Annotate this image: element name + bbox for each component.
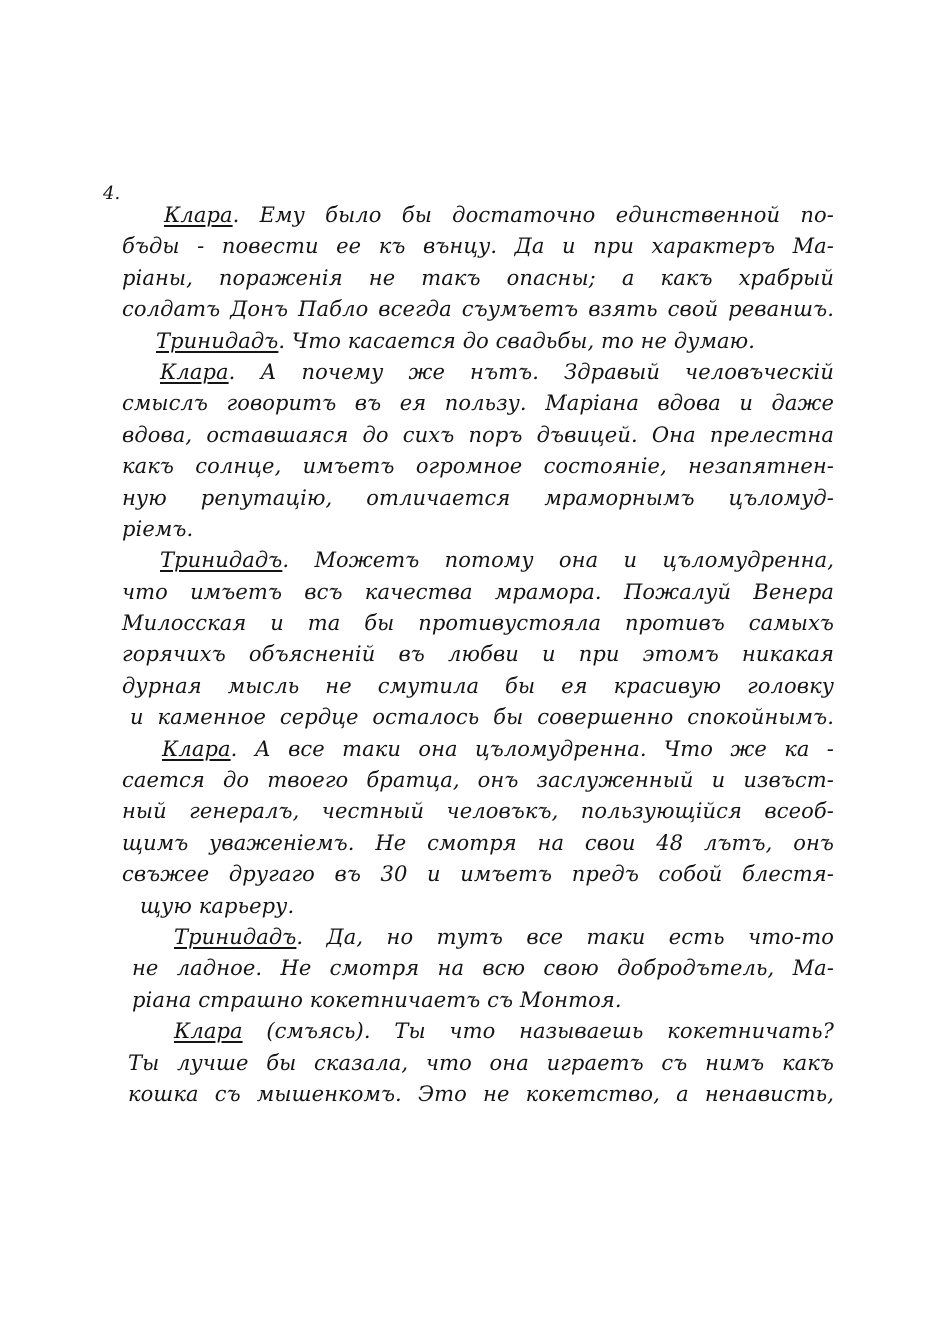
- line-text: дурная мысль не смутила бы ея красивую головку: [122, 673, 834, 698]
- manuscript-line: [122, 357, 834, 388]
- line-text: не ладное. Не смотря на всю свою добродътель, Ма-: [132, 956, 834, 981]
- manuscript-text: [122, 200, 834, 1110]
- manuscript-line: [122, 388, 834, 419]
- line-text: кошка съ мышенкомъ. Это не кокетство, а ненависть,: [128, 1081, 834, 1106]
- line-text: щую карьеру.: [140, 893, 295, 918]
- line-text: . Что касается до свадьбы, то не думаю.: [278, 328, 756, 353]
- manuscript-line: [122, 1079, 834, 1110]
- line-text: ріемъ.: [122, 516, 194, 541]
- manuscript-line: [122, 514, 834, 545]
- line-text: какъ солнце, имъетъ огромное состояніе, незапятнен-: [122, 454, 834, 479]
- speaker-name: Клара: [174, 1019, 243, 1044]
- line-text: бъды - повести ее къ вънцу. Да и при характеръ Ма-: [122, 234, 834, 259]
- line-text: солдатъ Донъ Пабло всегда съумъетъ взять свой реваншъ.: [122, 297, 834, 322]
- manuscript-line: [122, 859, 834, 890]
- line-text: (смъясь). Ты что называешь кокетничать?: [242, 1019, 834, 1044]
- line-text: и каменное сердце осталось бы совершенно спокойнымъ.: [130, 705, 834, 730]
- manuscript-line: [122, 922, 834, 953]
- manuscript-line: [122, 326, 834, 357]
- line-text: ную репутацію, отличается мраморнымъ цъломуд-: [122, 485, 834, 510]
- manuscript-line: [122, 891, 834, 922]
- manuscript-line: [122, 420, 834, 451]
- speaker-name: Клара: [160, 359, 229, 384]
- manuscript-line: [122, 639, 834, 670]
- line-text: Милосская и та бы противустояла противъ самыхъ: [122, 611, 834, 636]
- line-text: ный генералъ, честный человъкъ, пользующійся всеоб-: [122, 799, 834, 824]
- line-text: Ты лучше бы сказала, что она играетъ съ нимъ какъ: [128, 1050, 834, 1075]
- line-text: горячихъ объясненій въ любви и при этомъ никакая: [122, 642, 834, 667]
- manuscript-line: [122, 796, 834, 827]
- manuscript-line: [122, 1048, 834, 1079]
- line-text: ріаны, пораженія не такъ опасны; а какъ храбрый: [122, 265, 834, 290]
- manuscript-line: [122, 483, 834, 514]
- line-text: . А почему же нътъ. Здравый человъческій: [228, 359, 834, 384]
- speaker-name: Тринидадъ: [160, 548, 283, 573]
- line-text: . Ему было бы достаточно единственной по-: [232, 203, 834, 227]
- manuscript-line: [122, 294, 834, 325]
- manuscript-line: [122, 263, 834, 294]
- line-text: . Можетъ потому она и цъломудренна,: [282, 548, 834, 573]
- line-text: . Да, но тутъ все таки есть что-то: [296, 924, 834, 949]
- line-text: ріана страшно кокетничаетъ съ Монтоя.: [132, 987, 622, 1012]
- line-text: . А все таки она цъломудренна. Что же ка -: [230, 736, 834, 761]
- manuscript-line: [122, 545, 834, 576]
- manuscript-line: [122, 231, 834, 262]
- manuscript-line: [122, 577, 834, 608]
- manuscript-line: [122, 200, 834, 231]
- manuscript-line: [122, 702, 834, 733]
- line-text: вдова, оставшаяся до сихъ поръ дъвицей. Она прелестна: [122, 422, 834, 447]
- manuscript-line: [122, 985, 834, 1016]
- speaker-name: Клара: [162, 736, 231, 761]
- speaker-name: Тринидадъ: [174, 924, 297, 949]
- manuscript-line: [122, 734, 834, 765]
- line-text: что имъетъ всъ качества мрамора. Пожалуй Венера: [122, 579, 834, 604]
- line-text: щимъ уваженіемъ. Не смотря на свои 48 лътъ, онъ: [122, 830, 834, 855]
- line-text: сается до твоего братца, онъ заслуженный и извъст-: [122, 768, 834, 793]
- manuscript-line: [122, 1016, 834, 1047]
- manuscript-line: [122, 671, 834, 702]
- speaker-name: Клара: [164, 203, 233, 227]
- speaker-name: Тринидадъ: [156, 328, 279, 353]
- line-text: свъжее другаго въ 30 и имъетъ предъ собой блестя-: [122, 862, 834, 887]
- manuscript-line: [122, 828, 834, 859]
- manuscript-line: [122, 765, 834, 796]
- line-text: смыслъ говоритъ въ ея пользу. Маріана вдова и даже: [122, 391, 834, 416]
- manuscript-line: [122, 953, 834, 984]
- page-number: 4.: [103, 183, 121, 204]
- manuscript-line: [122, 451, 834, 482]
- manuscript-line: [122, 608, 834, 639]
